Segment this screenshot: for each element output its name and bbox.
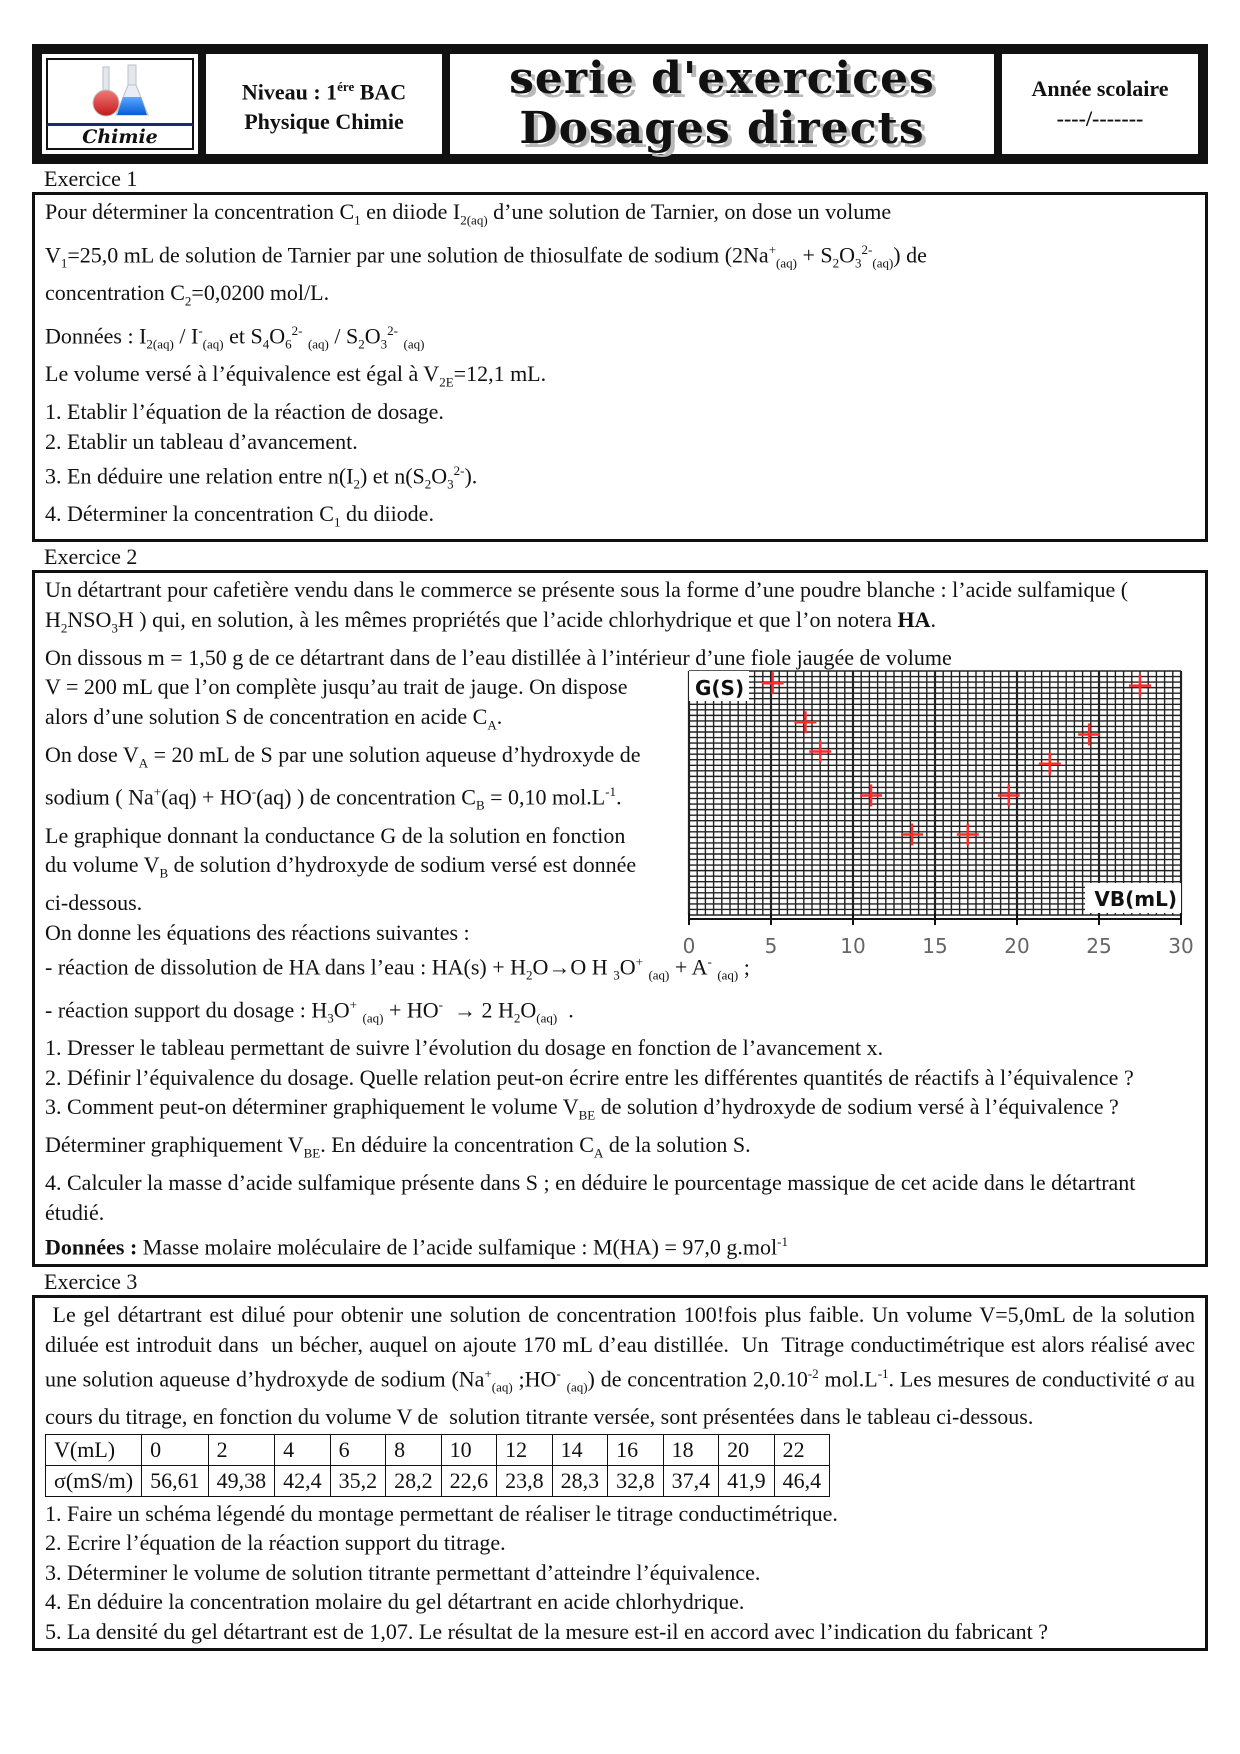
conductivity-cell: 41,9 bbox=[719, 1465, 775, 1496]
data-point bbox=[762, 672, 784, 694]
exercise-2-box bbox=[32, 570, 1208, 1267]
conductivity-row bbox=[46, 1465, 830, 1496]
exercise-2-dissolution-reaction: - réaction de dissolution de HA dans l’eau : $HA(s) + H_2O\to O$ H $_3$O+ $_{(aq)}$ + A- $_{(aq)}$ ; bbox=[45, 954, 750, 983]
x-tick-label: 0 bbox=[682, 934, 696, 956]
worksheet-header bbox=[32, 44, 1208, 164]
level-cell bbox=[204, 52, 444, 156]
conductivity-cell: 28,3 bbox=[552, 1465, 608, 1496]
x-tick-label: 15 bbox=[922, 934, 948, 956]
exercise-3-question-2: 2. Ecrire l’équation de la réaction support du titrage. bbox=[45, 1530, 506, 1556]
exercise-3-question-3: 3. Déterminer le volume de solution titrante permettant d’atteindre l’équivalence. bbox=[45, 1559, 761, 1585]
conductivity-cell: 22,6 bbox=[441, 1465, 497, 1496]
y-axis-label: G(S) bbox=[695, 676, 745, 701]
exercise-1-question-1: 1. Etablir l’équation de la réaction de dosage. bbox=[45, 399, 444, 425]
conductivity-cell: 28,2 bbox=[386, 1465, 442, 1496]
exercise-3-question-1: 1. Faire un schéma légendé du montage permettant de réaliser le titrage conductimétrique. bbox=[45, 1500, 838, 1526]
worksheet-title: serie d'exercices Dosages directs bbox=[448, 52, 996, 156]
volume-cell: 6 bbox=[330, 1434, 386, 1465]
logo-label: Chimie bbox=[46, 126, 194, 150]
exercise-1-statement: Pour déterminer la concentration $C_1$ en diiode $I_{2(aq)}$ d’une solution de Tarnier, on dose un volume $V_1=25,0$ mL de solution de Tarnier par une solution de thiosulfate de sodium $(2Na^+_{(aq)} + S_2O_3^{2-}_{(aq)})$ de concentration $C_2=0,0200$ mol/L. bbox=[45, 199, 927, 309]
exercise-1-question-3: 3. En déduire une relation entre $n(I_2)$ et $n(S_2O_3^{2-})$. bbox=[45, 463, 478, 492]
school-year-cell bbox=[1000, 52, 1200, 156]
conductivity-cell: 49,38 bbox=[208, 1465, 275, 1496]
exercise-2-titration-reaction: - réaction support du dosage : $H_3O^+$ $_{(aq)}$ + HO- → 2 $H_2O_{(aq)}$ . bbox=[45, 997, 574, 1026]
subject-text: Physique Chimie bbox=[244, 108, 404, 134]
school-year-label: Année scolaire bbox=[1031, 76, 1169, 101]
volume-cell: 12 bbox=[497, 1434, 553, 1465]
x-tick-label: 30 bbox=[1168, 934, 1194, 956]
volume-cell: 2 bbox=[208, 1434, 275, 1465]
exercise-3-label: Exercice 3 bbox=[44, 1269, 138, 1295]
volume-cell: 22 bbox=[774, 1434, 830, 1465]
exercise-1-question-4: 4. Déterminer la concentration $C_1$ du diiode. bbox=[45, 501, 434, 530]
exercise-3-question-4: 4. En déduire la concentration molaire du gel détartrant en acide chlorhydrique. bbox=[45, 1589, 745, 1615]
x-tick-label: 20 bbox=[1004, 934, 1030, 956]
worksheet-page bbox=[32, 44, 1208, 1651]
exercise-3-box bbox=[32, 1295, 1208, 1651]
exercise-3-question-5: 5. La densité du gel détartrant est de 1,07. Le résultat de la mesure est-il en accord avec l’indication du fabricant ? bbox=[45, 1618, 1049, 1644]
conductivity-header: σ(mS/m) bbox=[46, 1465, 142, 1496]
conductance-chart-svg bbox=[675, 665, 1195, 955]
exercise-1-question-2: 2. Etablir un tableau d’avancement. bbox=[45, 428, 358, 454]
x-axis-label: VB(mL) bbox=[1094, 887, 1177, 912]
exercise-2-question-2: 2. Définir l’équivalence du dosage. Quelle relation peut-on écrire entre les différentes quantités de réactifs à l’équivalence ? bbox=[45, 1064, 1134, 1090]
conductivity-cell: 32,8 bbox=[608, 1465, 664, 1496]
conductivity-cell: 56,61 bbox=[142, 1465, 209, 1496]
exercise-3-statement: Le gel détartrant est dilué pour obtenir une solution de concentration 100!fois plus faible. Un volume V=5,0mL de la solution diluée est introduit dans un bécher, auquel on ajoute 170 mL d’eau distillée. Un Titrage conductimétrique est alors réalisé avec une solution aqueuse d’hydroxyde de sodium ($Na^+_{(aq)}$ ;HO- $_{(aq)}$) de concentration $2,0.10^{-2}$ $mol.L^{-1}$. Les mesures de conductivité σ au cours du titrage, en fonction du volume V de solution titrante versée, sont présentées dans le tableau ci-dessous. bbox=[45, 1302, 1195, 1430]
level-text: Niveau : $1^{ére}$ BAC bbox=[241, 79, 407, 105]
volume-row bbox=[46, 1434, 830, 1465]
exercise-1-data: Données : $I_{2(aq)} / I^-_{(aq)}$ et $S_4O_6^{2-}$ $_{(aq)} / S_2O_3^{2-}$ $_{(aq)}$ bbox=[45, 323, 425, 352]
exercise-2-data: Données : Masse molaire moléculaire de l’acide sulfamique : M(HA) = 97,0 g.mol$^{-1}$ bbox=[45, 1234, 788, 1260]
exercise-1-equivalence: Le volume versé à l’équivalence est égal à $V_{2E}=12,1$ mL. bbox=[45, 361, 547, 390]
volume-header: V(mL) bbox=[46, 1434, 142, 1465]
x-tick-label: 10 bbox=[840, 934, 866, 956]
volume-cell: 8 bbox=[386, 1434, 442, 1465]
volume-cell: 16 bbox=[608, 1434, 664, 1465]
exercise-1-box bbox=[32, 192, 1208, 542]
exercise-2-question-1: 1. Dresser le tableau permettant de suivre l’évolution du dosage en fonction de l’avancement x. bbox=[45, 1035, 884, 1061]
logo-cell bbox=[40, 52, 200, 156]
volume-cell: 18 bbox=[663, 1434, 719, 1465]
exercise-2-question-3: 3. Comment peut-on déterminer graphiquement le volume $V_{BE}$ de solution d’hydroxyde de sodium versé à l’équivalence ? Déterminer graphiquement $V_{BE}$. En déduire la concentration $C_A$ de la solution S. bbox=[45, 1094, 1119, 1161]
conductivity-table bbox=[45, 1434, 830, 1497]
volume-cell: 4 bbox=[275, 1434, 331, 1465]
school-year-value: ----/------- bbox=[1056, 106, 1144, 131]
conductivity-cell: 46,4 bbox=[774, 1465, 830, 1496]
volume-cell: 14 bbox=[552, 1434, 608, 1465]
volume-cell: 20 bbox=[719, 1434, 775, 1465]
volume-cell: 10 bbox=[441, 1434, 497, 1465]
exercise-2-label: Exercice 2 bbox=[44, 544, 138, 570]
exercise-1-label: Exercice 1 bbox=[44, 166, 138, 191]
volume-cell: 0 bbox=[142, 1434, 209, 1465]
x-tick-label: 25 bbox=[1086, 934, 1112, 956]
x-tick-label: 5 bbox=[764, 934, 778, 956]
lab-flasks-icon bbox=[46, 58, 194, 126]
conductivity-cell: 37,4 bbox=[663, 1465, 719, 1496]
conductivity-cell: 23,8 bbox=[497, 1465, 553, 1496]
exercise-2-intro: Un détartrant pour cafetière vendu dans le commerce se présente sous la forme d’une poudre blanche : l’acide sulfamique ( $H_2NSO_3H$ ) qui, en solution, à les mêmes propriétés que l’acide chlorhydrique et que l’on notera HA. On dissous m = 1,50 g de ce détartrant dans de l’eau distillée à l’intérieur d’une fiole jaugée de volume bbox=[45, 577, 1129, 670]
exercise-2-setup: V = 200 mL que l’on complète jusqu’au trait de jauge. On dispose alors d’une solution S de concentration en acide $C_A$. On dose $V_A = 20$ mL de S par une solution aqueuse d’hydroxyde de sodium ( Na+(aq) + HO-(aq) ) de concentration $C_B = 0,10$ $mol.L^{-1}$. Le graphique donnant la conductance G de la solution en fonction du volume $V_B$ de solution d’hydroxyde de sodium versé est donnée ci-dessous. On donne les équations des réactions suivantes : bbox=[45, 674, 641, 945]
exercise-3-questions bbox=[45, 1499, 1195, 1647]
conductivity-cell: 35,2 bbox=[330, 1465, 386, 1496]
conductance-chart bbox=[675, 665, 1195, 955]
conductivity-cell: 42,4 bbox=[275, 1465, 331, 1496]
data-point bbox=[794, 711, 816, 733]
exercise-2-question-4: 4. Calculer la masse d’acide sulfamique présente dans S ; en déduire le pourcentage massique de cet acide dans le détartrant étudié. bbox=[45, 1170, 1136, 1225]
